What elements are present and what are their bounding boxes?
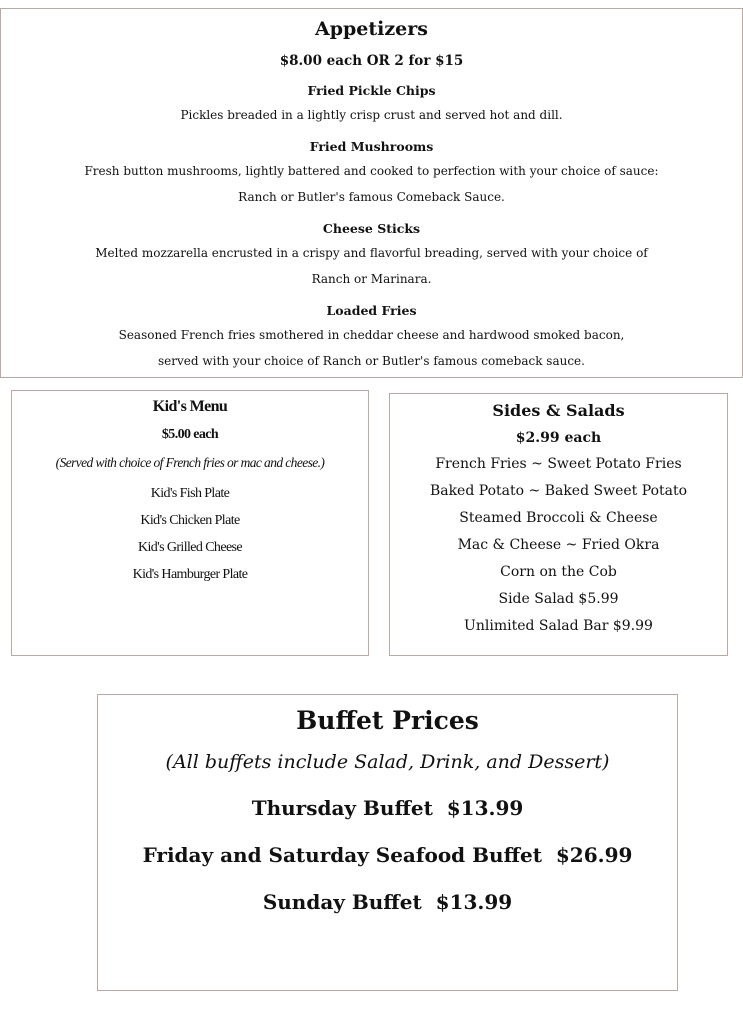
menu-item: [1, 81, 742, 127]
kids-menu-note: (Served with choice of French fries or mac and cheese.): [55, 455, 325, 470]
item-description: Pickles breaded in a lightly crisp crust and served hot and dill.: [180, 108, 563, 122]
list-item: Unlimited Salad Bar $9.99: [464, 618, 653, 634]
item-description: served with your choice of Ranch or Butler's famous comeback sauce.: [158, 354, 585, 368]
item-name: Fried Pickle Chips: [307, 83, 436, 98]
item-name: Fried Mushrooms: [309, 139, 434, 154]
kids-menu-price: $5.00 each: [161, 427, 219, 442]
item-description: Seasoned French fries smothered in cheddar cheese and hardwood smoked bacon,: [118, 328, 625, 342]
item-description: Fresh button mushrooms, lightly battered and cooked to perfection with your choice of sauce:: [84, 164, 659, 178]
item-description: Ranch or Marinara.: [311, 272, 432, 286]
menu-item: [1, 301, 742, 373]
list-item: Mac & Cheese ~ Fried Okra: [457, 537, 660, 553]
list-item: Kid's Chicken Plate: [140, 513, 240, 528]
buffet-line: Thursday Buffet $13.99: [251, 796, 524, 820]
sides-list: [390, 451, 727, 640]
kids-menu-section: [11, 390, 369, 656]
appetizers-title: Appetizers: [315, 18, 428, 40]
item-description: Ranch or Butler's famous Comeback Sauce.: [238, 190, 505, 204]
appetizers-price: $8.00 each OR 2 for $15: [279, 53, 464, 69]
menu-item: [1, 219, 742, 291]
list-item: French Fries ~ Sweet Potato Fries: [435, 456, 682, 472]
buffet-line: Friday and Saturday Seafood Buffet $26.99: [142, 843, 633, 867]
item-name: Cheese Sticks: [322, 221, 421, 236]
kids-menu-list: [12, 480, 368, 588]
sides-title: Sides & Salads: [492, 401, 625, 420]
sides-salads-section: [389, 393, 728, 656]
list-item: Kid's Fish Plate: [150, 486, 230, 501]
buffet-line: Sunday Buffet $13.99: [262, 890, 513, 914]
item-description: Melted mozzarella encrusted in a crispy and flavorful breading, served with your choice of: [95, 246, 648, 260]
list-item: Corn on the Cob: [500, 564, 617, 580]
buffet-section: [97, 694, 678, 991]
list-item: Kid's Grilled Cheese: [137, 540, 243, 555]
list-item: Baked Potato ~ Baked Sweet Potato: [429, 483, 688, 499]
sides-price: $2.99 each: [515, 430, 602, 446]
menu-item: [1, 137, 742, 209]
list-item: Side Salad $5.99: [498, 591, 619, 607]
appetizers-section: [0, 8, 743, 378]
buffet-note: (All buffets include Salad, Drink, and Dessert): [165, 751, 610, 773]
item-name: Loaded Fries: [326, 303, 417, 318]
list-item: Steamed Broccoli & Cheese: [459, 510, 658, 526]
kids-menu-title: Kid's Menu: [152, 398, 228, 415]
list-item: Kid's Hamburger Plate: [132, 567, 248, 582]
buffet-title: Buffet Prices: [296, 706, 479, 735]
